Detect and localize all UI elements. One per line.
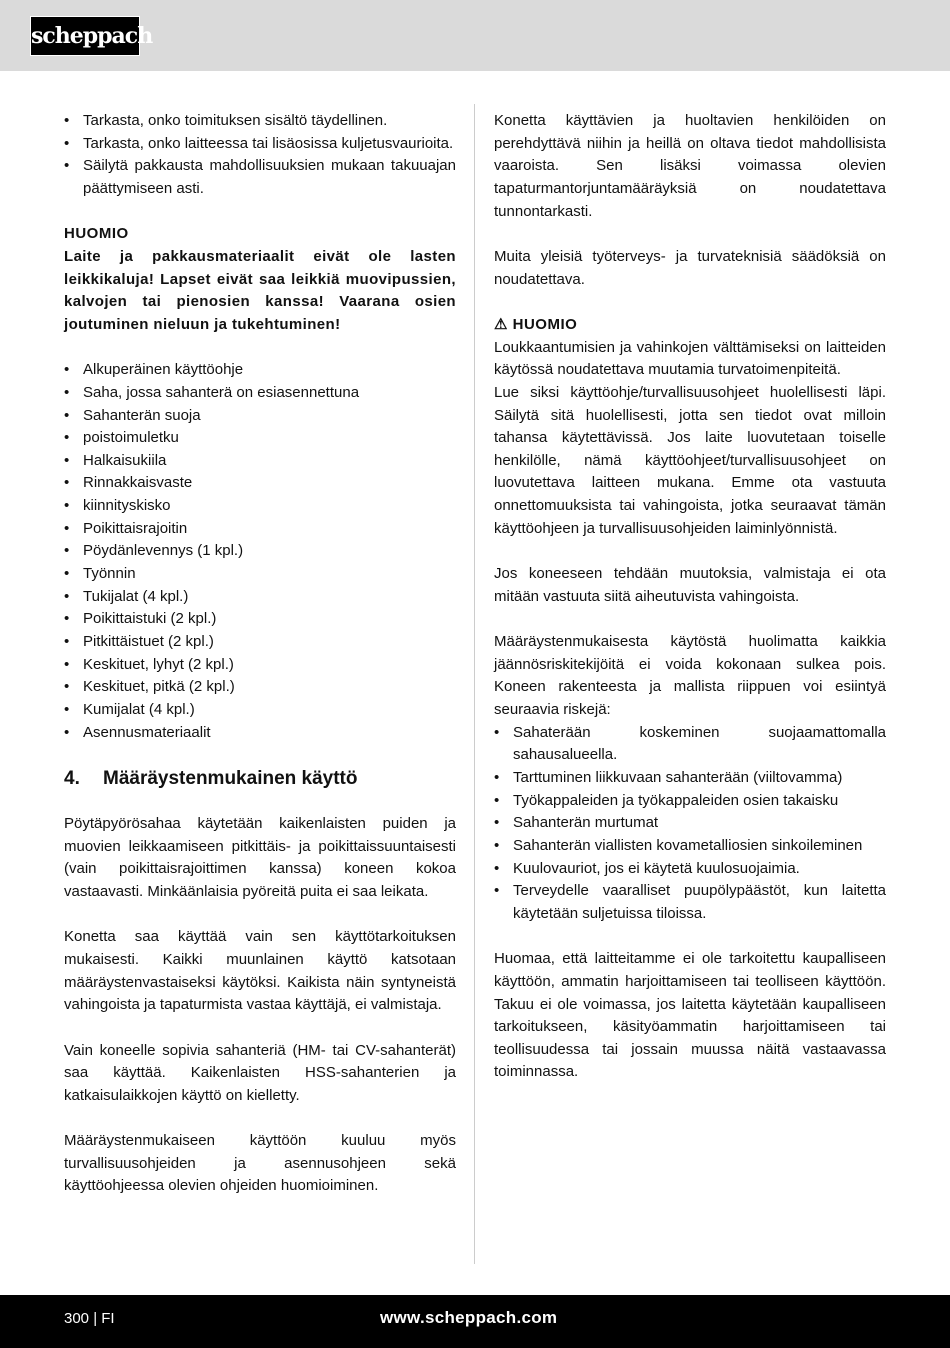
paragraph: Konetta käyttävien ja huoltavien henkilöiden on perehdyttävä niihin ja heillä on oltava tiedot mahdollisista vaaroista. Sen lisäksi voimassa olevien tapaturmantorjuntamääräyksiä on noudatettava tunnontarkasti. <box>494 112 886 220</box>
warning-triangle-icon: ⚠ <box>494 315 508 333</box>
paragraph: Jos koneeseen tehdään muutoksia, valmistaja ei ota mitään vastuuta siitä aiheutuvista vahingoista. <box>494 565 886 605</box>
list-item: • Sahaterään koskeminen suojaamattomalla sahausalueella. <box>494 722 886 767</box>
paragraph: Vain koneelle sopivia sahanteriä (HM- tai CV-sahanterät) saa käyttää. Kaikenlaisten HSS-sahanterien ja katkaisulaikkojen käyttö on kielletty. <box>64 1041 456 1104</box>
page-footer <box>0 1295 950 1348</box>
list-item: • Pöydänlevennys (1 kpl.) <box>64 540 456 563</box>
notice-title: HUOMIO <box>64 225 129 243</box>
list-item: • Kuulovauriot, jos ei käytetä kuulosuojaimia. <box>494 858 886 881</box>
right-column <box>494 110 886 1107</box>
warning-title: HUOMIO <box>512 315 578 333</box>
list-item: • Rinnakkaisvaste <box>64 472 456 495</box>
warning-text: Lue siksi käyttöohje/turvallisuusohjeet huolellisesti läpi. Säilytä sitä huolellisesti, jotta sen tiedot ovat milloin tahansa käytettävissä. Jos laite luovutetaan toiselle henkilölle, nämä käyttöohjeet/turvallisuusohjeet on luovutettava laitteen mukana. Emme ota vastuuta onnettomuuksista tai vahingoista, jotka seuraavat tämän käyttöohjeen ja turvallisuusohjeiden laiminlyönnistä. <box>494 383 886 537</box>
list-item: • Asennusmateriaalit <box>64 722 456 745</box>
paragraph: Pöytäpyörösahaa käytetään kaikenlaisten puiden ja muovien leikkaamiseen pitkittäis- ja poikittaissuuntaisesti (vain poikittaisrajoittimen kanssa) koneen kokoa vastaavasti. Minkäänlaisia pyöreitä puita ei saa leikata. <box>64 814 456 900</box>
list-item: • Sahanterän viallisten kovametalliosien sinkoileminen <box>494 835 886 858</box>
list-item: • Pitkittäistuet (2 kpl.) <box>64 631 456 654</box>
scheppach-logo: scheppach <box>30 16 140 56</box>
risk-list <box>494 722 886 926</box>
list-item: • kiinnityskisko <box>64 495 456 518</box>
list-item: • poistoimuletku <box>64 427 456 450</box>
contents-list <box>64 359 456 744</box>
section-number: 4. <box>64 767 80 789</box>
checklist <box>64 110 456 201</box>
left-column <box>64 110 456 1221</box>
list-item: • Poikittaisrajoitin <box>64 518 456 541</box>
warning-text: Loukkaantumisien ja vahinkojen välttämiseksi on laitteiden käytössä noudatettava muutamia turvatoimenpiteitä. <box>494 338 886 379</box>
list-item: • Alkuperäinen käyttöohje <box>64 359 456 382</box>
paragraph: Konetta saa käyttää vain sen käyttötarkoituksen mukaisesti. Kaikki muunlainen käyttö katsotaan määräystenvastaiseksi käytöksi. Kaikista näin syntyneistä vahingoista ja tapaturmista vastaa käyttäjä, ei valmistaja. <box>64 928 456 1014</box>
page-header <box>0 0 950 71</box>
list-item: • Tarttuminen liikkuvaan sahanterään (viiltovamma) <box>494 767 886 790</box>
list-item: • Sahanterän murtumat <box>494 812 886 835</box>
list-item: • Poikittaistuki (2 kpl.) <box>64 608 456 631</box>
list-item: • Saha, jossa sahanterä on esiasennettuna <box>64 382 456 405</box>
website-link[interactable]: www.scheppach.com <box>380 1308 558 1327</box>
list-item: • Keskituet, lyhyt (2 kpl.) <box>64 654 456 677</box>
list-item: • Sahanterän suoja <box>64 405 456 428</box>
section-title: Määräystenmukainen käyttö <box>103 767 358 789</box>
list-item: • Tukijalat (4 kpl.) <box>64 586 456 609</box>
list-item: • Työkappaleiden ja työkappaleiden osien takaisku <box>494 790 886 813</box>
paragraph: Määräystenmukaisesta käytöstä huolimatta kaikkia jäännösriskitekijöitä ei voida kokonaan sulkea pois. Koneen rakenteesta ja mallista riippuen voi esiintyä seuraavia riskejä: <box>494 633 886 718</box>
paragraph: Huomaa, että laitteitamme ei ole tarkoitettu kaupalliseen käyttöön, ammatin harjoittamiseen tai teolliseen käyttöön. Takuu ei ole voimassa, jos laitetta käytetään kaupalliseen tarkoitukseen, käsityöammatin harjoittamiseen tai teollisuudessa tai jossain muussa näitä vastaavassa toiminnassa. <box>494 950 886 1081</box>
list-item: • Keskituet, pitkä (2 kpl.) <box>64 676 456 699</box>
paragraph: Muita yleisiä työterveys- ja turvateknisiä säädöksiä on noudatettava. <box>494 247 886 288</box>
section-heading <box>64 767 456 791</box>
paragraph: Määräystenmukaiseen käyttöön kuuluu myös turvallisuusohjeiden ja asennusohjeen sekä käyttöohjeessa olevien ohjeiden huomioiminen. <box>64 1132 456 1195</box>
list-item: • Kumijalat (4 kpl.) <box>64 699 456 722</box>
notice-text: Laite ja pakkausmateriaalit eivät ole lasten leikkikaluja! Lapset eivät saa leikkiä muovipussien, kalvojen tai pienosien kanssa! Vaarana osien joutuminen nieluun ja tukehtuminen! <box>64 247 456 333</box>
page-number: 300 | FI <box>64 1310 115 1327</box>
list-item: • Halkaisukiila <box>64 450 456 473</box>
list-item: • Säilytä pakkausta mahdollisuuksien mukaan takuuajan päättymiseen asti. <box>64 155 456 200</box>
warning-heading <box>494 314 886 337</box>
column-divider <box>474 104 475 1264</box>
list-item: • Tarkasta, onko laitteessa tai lisäosissa kuljetusvaurioita. <box>64 133 456 156</box>
list-item: • Tarkasta, onko toimituksen sisältö täydellinen. <box>64 110 456 133</box>
list-item: • Työnnin <box>64 563 456 586</box>
list-item: • Terveydelle vaaralliset puupölypäästöt, kun laitetta käytetään suljetuissa tiloissa. <box>494 880 886 925</box>
